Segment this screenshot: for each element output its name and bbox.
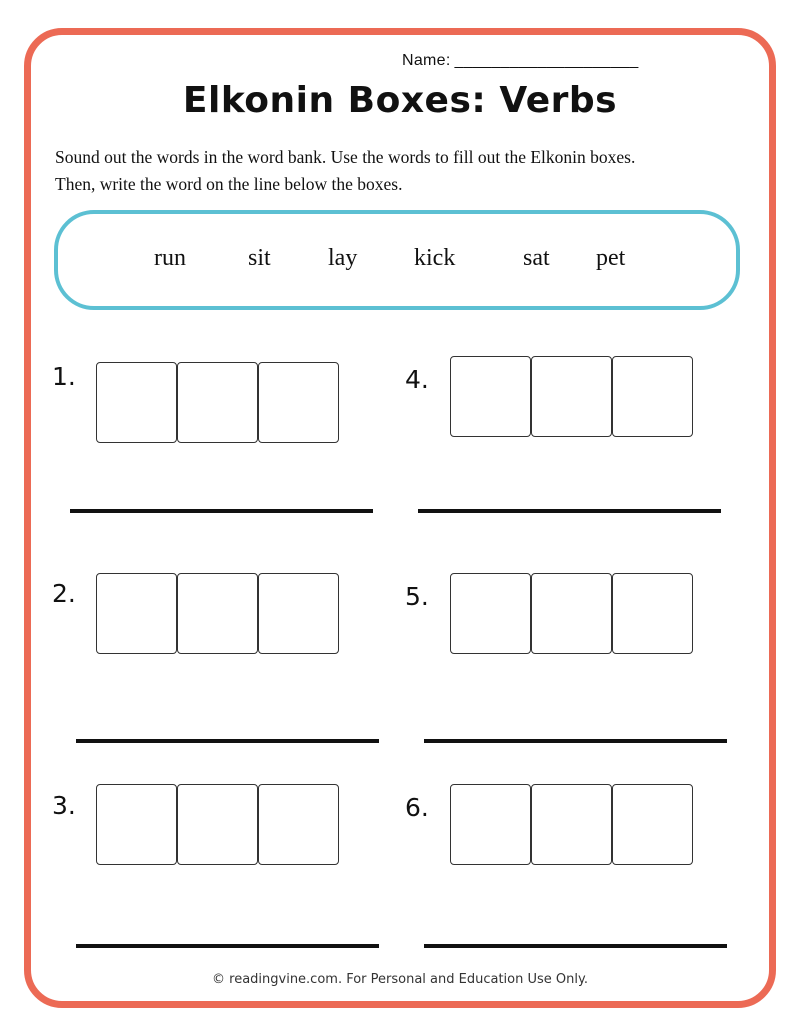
answer-line[interactable] [70,509,373,513]
word-bank-item: sit [248,245,271,271]
name-row [402,52,639,70]
exercise-number: 6. [405,793,429,822]
name-blank-line[interactable]: ____________________ [454,52,639,69]
elkonin-boxes [450,784,693,865]
exercise-number: 3. [52,791,76,820]
answer-line[interactable] [424,944,727,948]
word-bank-item: run [154,245,186,271]
exercise-number: 4. [405,365,429,394]
sound-box[interactable] [258,362,339,443]
sound-box[interactable] [612,573,693,654]
sound-box[interactable] [531,573,612,654]
exercise-number: 5. [405,582,429,611]
sound-box[interactable] [96,784,177,865]
word-bank-item: kick [414,245,456,271]
answer-line[interactable] [424,739,727,743]
sound-box[interactable] [258,784,339,865]
sound-box[interactable] [531,784,612,865]
sound-box[interactable] [177,573,258,654]
elkonin-boxes [450,356,693,437]
sound-box[interactable] [450,356,531,437]
instructions-line-2: Then, write the word on the line below the boxes. [55,174,403,194]
answer-line[interactable] [76,739,379,743]
sound-box[interactable] [177,362,258,443]
page-title: Elkonin Boxes: Verbs [182,80,618,121]
sound-box[interactable] [450,573,531,654]
sound-box[interactable] [612,356,693,437]
answer-line[interactable] [76,944,379,948]
elkonin-boxes [96,573,339,654]
sound-box[interactable] [96,573,177,654]
footer-copyright: © readingvine.com. For Personal and Education Use Only. [212,972,588,987]
sound-box[interactable] [531,356,612,437]
instructions [55,144,775,198]
instructions-line-1: Sound out the words in the word bank. Use the words to fill out the Elkonin boxes. [55,147,636,167]
sound-box[interactable] [612,784,693,865]
elkonin-boxes [96,784,339,865]
name-label: Name: [402,52,451,69]
word-bank-item: lay [328,245,358,271]
exercise-number: 2. [52,579,76,608]
exercise-number: 1. [52,362,76,391]
sound-box[interactable] [96,362,177,443]
word-bank-item: sat [523,245,550,271]
answer-line[interactable] [418,509,721,513]
sound-box[interactable] [450,784,531,865]
elkonin-boxes [450,573,693,654]
sound-box[interactable] [177,784,258,865]
sound-box[interactable] [258,573,339,654]
elkonin-boxes [96,362,339,443]
word-bank-item: pet [596,245,626,271]
